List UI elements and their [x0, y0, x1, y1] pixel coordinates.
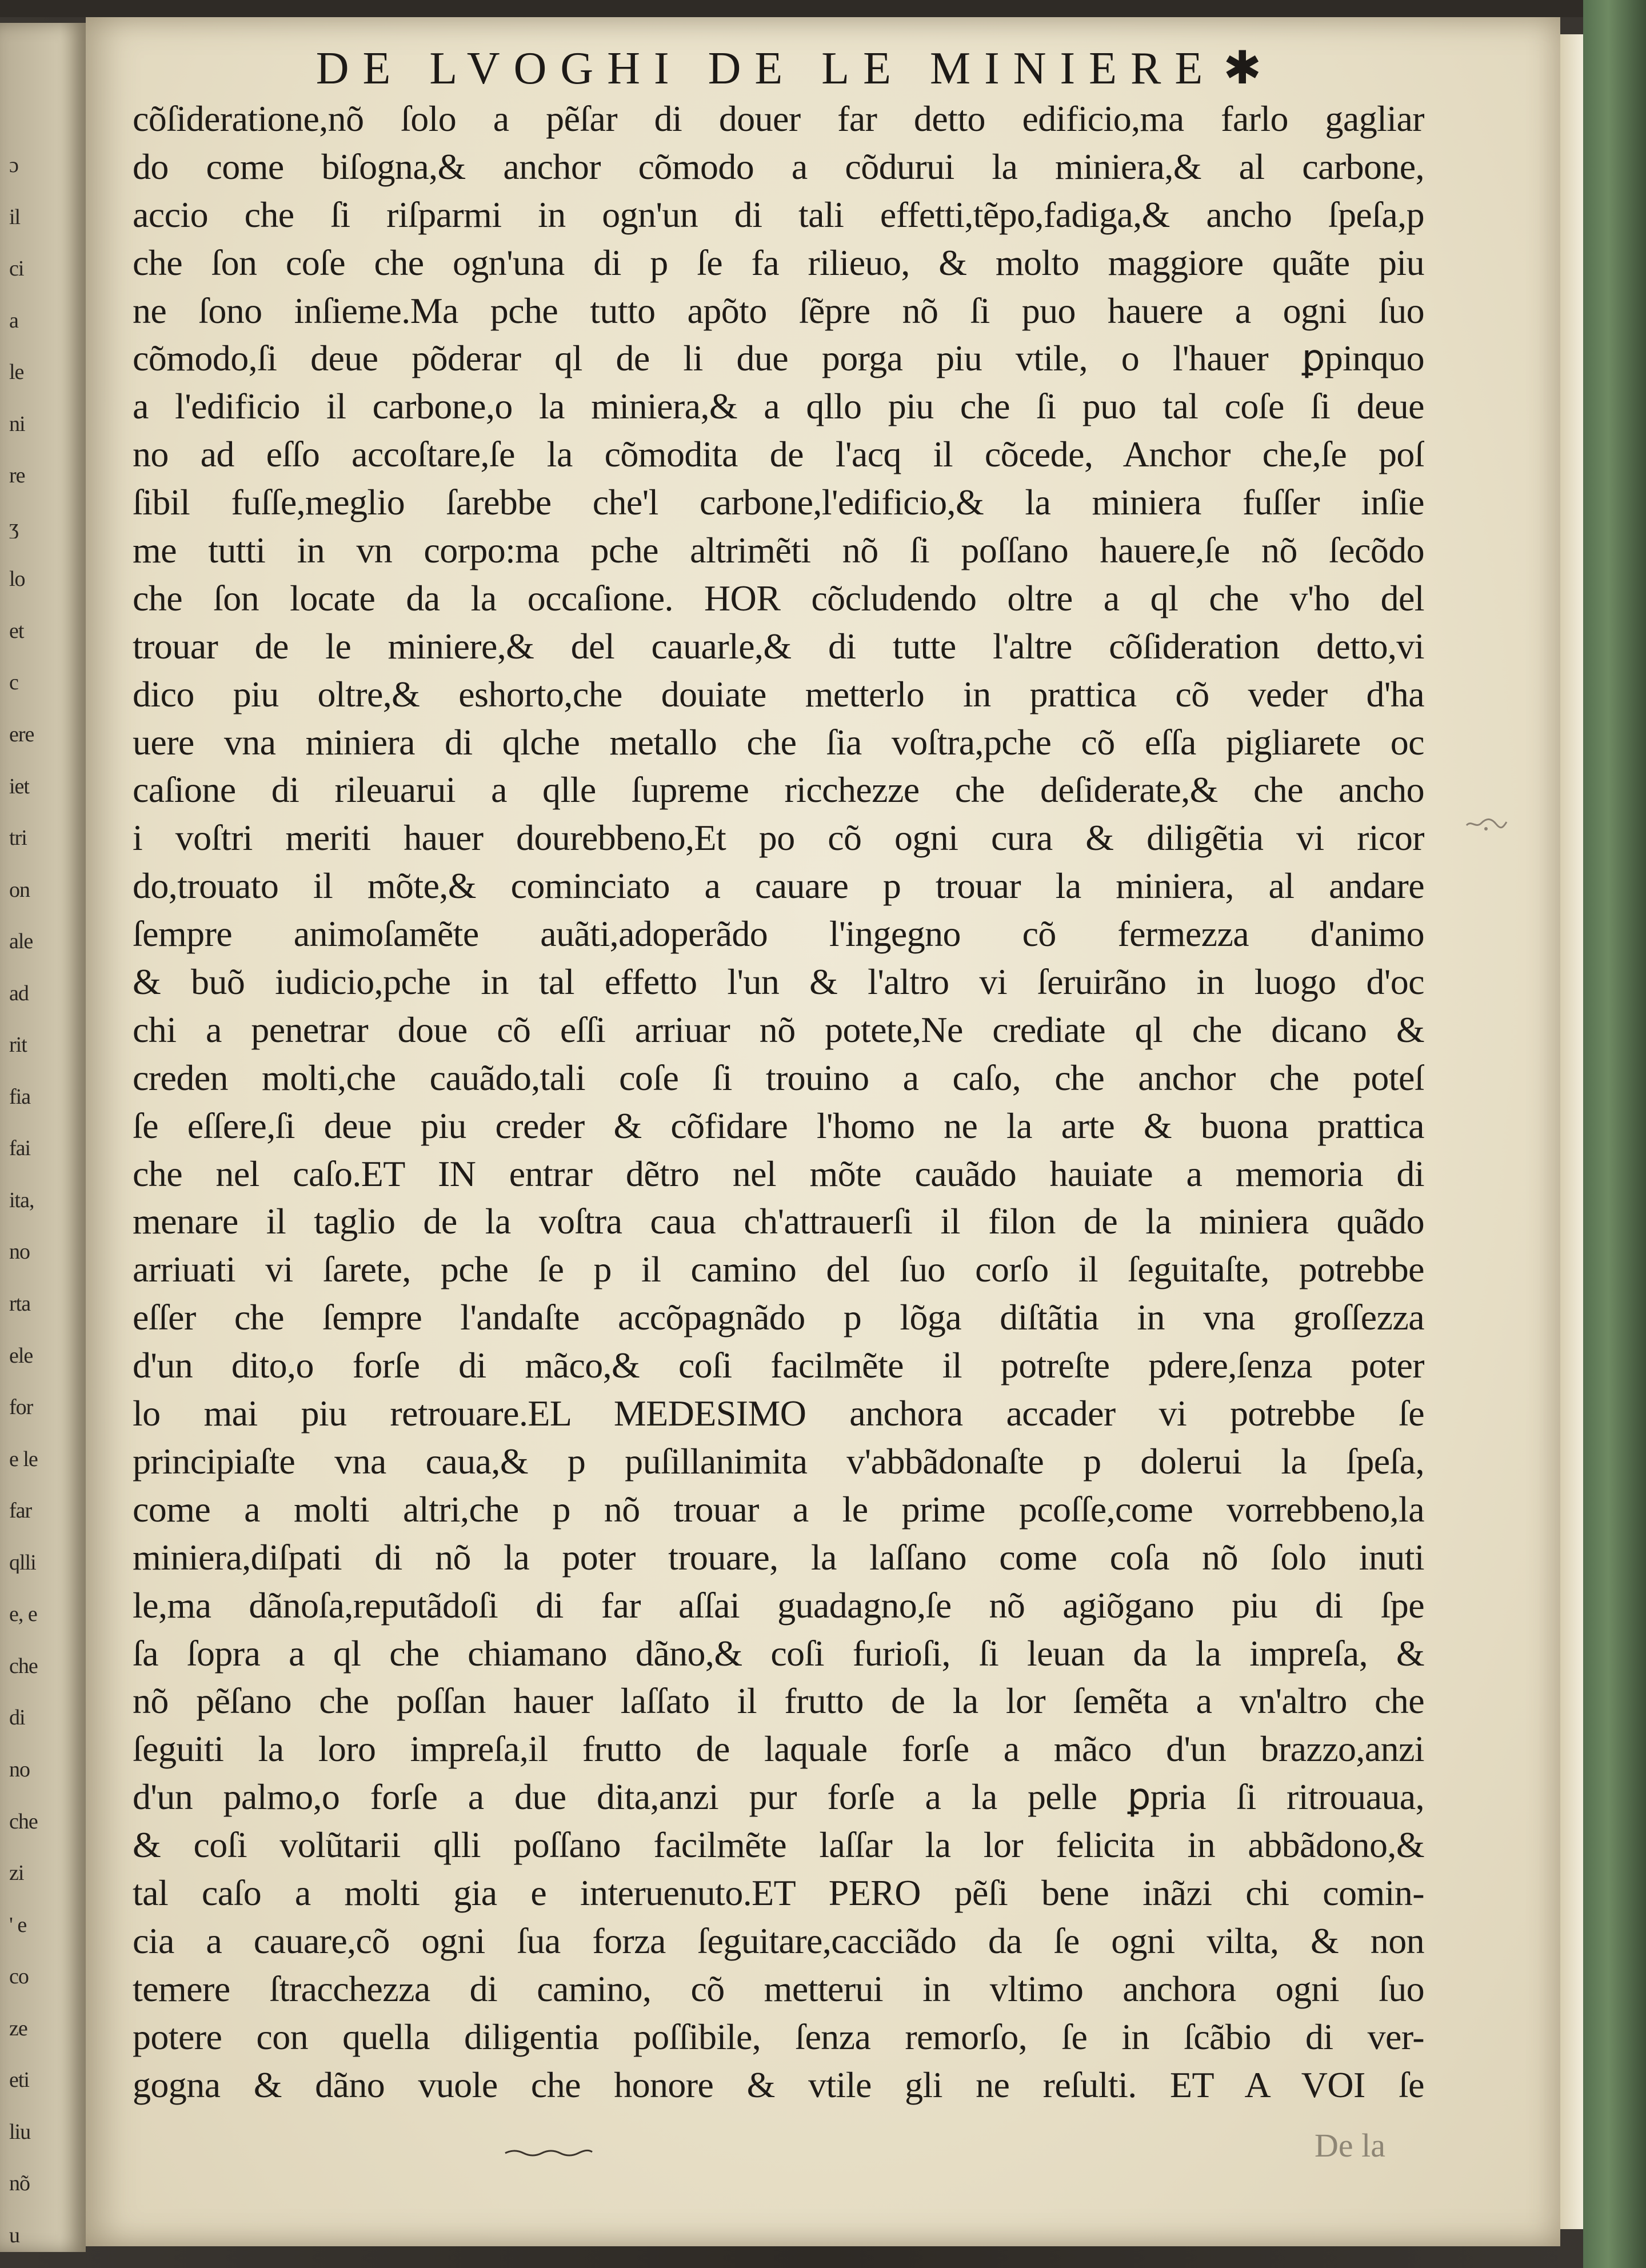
- text-line: potere con quella diligentia poſſibile, ſenza remorſo, ſe in ſcãbio di ver-: [133, 2016, 1424, 2057]
- facing-fragment: nõ: [9, 2173, 30, 2195]
- text-line: uere vna miniera di qlche metallo che ſia voſtra,pche cõ eſſa pigliarete oc: [133, 721, 1424, 762]
- text-line: me tutti in vn corpo:ma pche altrimẽti nõ ſi poſſano hauere,ſe nõ ſecõdo: [133, 530, 1424, 571]
- asterisk-ornament-icon: ✱: [1223, 43, 1262, 94]
- text-line: d'un dito,o forſe di mãco,& coſi facilmẽte il potreſte pdere,ſenza poter: [133, 1345, 1424, 1386]
- facing-fragment: che: [9, 1810, 38, 1832]
- facing-fragment: no: [9, 1758, 30, 1780]
- text-line: d'un palmo,o forſe a due dita,anzi pur forſe a la pelle ꝑpria ſi ritrouaua,: [133, 1776, 1424, 1818]
- facing-page-edge: [0, 23, 86, 2252]
- facing-fragment: ' e: [9, 1914, 27, 1936]
- text-line: do,trouato il mõte,& cominciato a cauare p trouar la miniera, al andare: [133, 865, 1424, 907]
- text-line: i voſtri meriti hauer dourebbeno,Et po cõ ogni cura & diligẽtia vi ricor: [133, 817, 1424, 859]
- text-line: che nel caſo.ET IN entrar dẽtro nel mõte cauãdo hauiate a memoria di: [133, 1153, 1424, 1194]
- facing-fragment: c: [9, 672, 18, 694]
- facing-page-text: [9, 154, 64, 2246]
- facing-fragment: lo: [9, 568, 25, 590]
- facing-fragment: et: [9, 620, 24, 642]
- text-line: dico piu oltre,& eshorto,che douiate metterlo in prattica cõ veder d'ha: [133, 673, 1424, 714]
- facing-fragment: fia: [9, 1085, 31, 1108]
- facing-fragment: ita,: [9, 1189, 34, 1211]
- catchword: De la: [1315, 2127, 1385, 2164]
- text-line: lo mai piu retrouare.EL MEDESIMO anchora accader vi potrebbe ſe: [133, 1393, 1424, 1434]
- facing-fragment: tri: [9, 827, 27, 849]
- text-line: come a molti altri,che p nõ trouar a le prime pcoſſe,come vorrebbeno,la: [133, 1488, 1424, 1530]
- facing-fragment: ze: [9, 2017, 27, 2039]
- text-line: & coſi volũtarii qlli poſſano facilmẽte laſſar la lor felicita in abbãdono,&: [133, 1824, 1424, 1866]
- facing-fragment: far: [9, 1500, 32, 1522]
- text-line: ne ſono inſieme.Ma pche tutto apõto ſẽpre nõ ſi puo hauere a ogni ſuo: [133, 290, 1424, 331]
- text-line: gogna & dãno vuole che honore & vtile gli ne reſulti. ET A VOI ſe: [133, 2064, 1424, 2105]
- text-line: cia a cauare,cõ ogni ſua forza ſeguitare,cacciãdo da ſe ogni vilta, & non: [133, 1920, 1424, 1961]
- text-line: ſeguiti la loro impreſa,il frutto de laquale forſe a mãco d'un brazzo,anzi: [133, 1728, 1424, 1770]
- facing-fragment: di: [9, 1707, 25, 1729]
- text-line: cõſideratione,nõ ſolo a pẽſar di douer far detto edificio,ma farlo gagliar: [133, 98, 1424, 139]
- text-line: nõ pẽſano che poſſan hauer laſſato il frutto de la lor ſemẽta a vn'altro che: [133, 1680, 1424, 1722]
- text-line: ſibil fuſſe,meglio ſarebbe che'l carbone,l'edificio,& la miniera fuſſer inſie: [133, 482, 1424, 523]
- text-line: ſempre animoſamẽte auãti,adoperãdo l'ingegno cõ fermezza d'animo: [133, 913, 1424, 955]
- text-line: temere ſtracchezza di camino, cõ metterui in vltimo anchora ogni ſuo: [133, 1968, 1424, 2009]
- facing-fragment: co: [9, 1966, 29, 1988]
- facing-fragment: a: [9, 309, 18, 332]
- facing-fragment: le: [9, 361, 24, 384]
- ink-blot-icon: [1463, 812, 1509, 834]
- facing-fragment: zi: [9, 1862, 24, 1884]
- facing-fragment: qlli: [9, 1551, 36, 1574]
- green-cover-edge: [1583, 0, 1646, 2268]
- text-line: chi a penetrar doue cõ eſſi arriuar nõ potete,Ne crediate ql che dicano &: [133, 1009, 1424, 1050]
- text-line: eſſer che ſempre l'andaſte accõpagnãdo p lõga diſtãtia in vna groſſezza: [133, 1297, 1424, 1338]
- facing-fragment: ale: [9, 931, 33, 953]
- text-line: tal caſo a molti gia e interuenuto.ET PERO pẽſi bene inãzi chi comin-: [133, 1872, 1424, 1913]
- facing-fragment: iet: [9, 775, 29, 797]
- top-border: [0, 0, 1646, 17]
- facing-fragment: u: [9, 2224, 19, 2246]
- facing-fragment: fai: [9, 1137, 31, 1160]
- facing-fragment: ci: [9, 258, 24, 280]
- facing-fragment: no: [9, 1241, 30, 1263]
- squiggle-ornament-icon: [503, 2146, 594, 2158]
- text-line: le,ma dãnoſa,reputãdoſi di far aſſai guadagno,ſe nõ agiõgano piu di ſpe: [133, 1584, 1424, 1626]
- text-line: ſe eſſere,ſi deue piu creder & cõfidare l'homo ne la arte & buona prattica: [133, 1105, 1424, 1146]
- facing-fragment: ad: [9, 982, 29, 1004]
- page-fore-edge: [1560, 34, 1583, 2229]
- facing-fragment: rit: [9, 1034, 27, 1056]
- facing-fragment: re: [9, 465, 25, 487]
- facing-fragment: for: [9, 1396, 33, 1419]
- text-line: creden molti,che cauãdo,tali coſe ſi trouino a caſo, che anchor che poteſ: [133, 1057, 1424, 1098]
- running-head: [183, 40, 1395, 97]
- facing-fragment: e, e: [9, 1603, 37, 1626]
- text-line: ſa ſopra a ql che chiamano dãno,& coſi furioſi, ſi leuan da la impreſa, &: [133, 1632, 1424, 1674]
- facing-fragment: rta: [9, 1293, 31, 1315]
- text-line: accio che ſi riſparmi in ogn'un di tali effetti,tẽpo,fadiga,& ancho ſpeſa,p: [133, 194, 1424, 235]
- facing-fragment: ni: [9, 413, 25, 435]
- body-text: [133, 96, 1424, 2108]
- text-line: che ſon locate da la occaſione. HOR cõcludendo oltre a ql che v'ho del: [133, 577, 1424, 618]
- facing-fragment: liu: [9, 2121, 31, 2143]
- facing-fragment: ere: [9, 724, 34, 746]
- text-line: miniera,diſpati di nõ la poter trouare, la laſſano come coſa nõ ſolo inuti: [133, 1536, 1424, 1578]
- running-head-title: DE LVOGHI DE LE MINIERE: [315, 43, 1217, 94]
- text-line: caſione di rileuarui a qlle ſupreme ricchezze che deſiderate,& che ancho: [133, 769, 1424, 810]
- facing-fragment: ɔ: [9, 154, 18, 176]
- text-line: & buõ iudicio,pche in tal effetto l'un & l'altro vi ſeruirãno in luogo d'oc: [133, 961, 1424, 1003]
- facing-fragment: ʒ: [9, 516, 18, 538]
- facing-fragment: on: [9, 879, 30, 901]
- facing-fragment: il: [9, 206, 21, 228]
- text-line: cõmodo,ſi deue põderar ql de li due porga piu vtile, o l'hauer ꝑpinquo: [133, 338, 1424, 379]
- facing-fragment: eti: [9, 2069, 29, 2091]
- text-line: che ſon coſe che ogn'una di p ſe fa rilieuo, & molto maggiore quãte piu: [133, 242, 1424, 283]
- text-line: trouar de le miniere,& del cauarle,& di tutte l'altre cõſideration detto,vi: [133, 625, 1424, 666]
- facing-fragment: e le: [9, 1448, 38, 1470]
- text-line: a l'edificio il carbone,o la miniera,& a qllo piu che ſi puo tal coſe ſi deue: [133, 386, 1424, 427]
- text-line: no ad eſſo accoſtare,ſe la cõmodita de l'acq il cõcede, Anchor che,ſe poſ: [133, 434, 1424, 475]
- text-line: arriuati vi ſarete, pche ſe p il camino del ſuo corſo il ſeguitaſte, potrebbe: [133, 1249, 1424, 1290]
- facing-fragment: che: [9, 1655, 38, 1677]
- facing-fragment: ele: [9, 1344, 33, 1367]
- text-line: principiaſte vna caua,& p puſillanimita v'abbãdonaſte p dolerui la ſpeſa,: [133, 1440, 1424, 1482]
- text-line: menare il taglio de la voſtra caua ch'attrauerſi il filon de la miniera quãdo: [133, 1201, 1424, 1242]
- text-line: do come biſogna,& anchor cõmodo a cõdurui la miniera,& al carbone,: [133, 146, 1424, 187]
